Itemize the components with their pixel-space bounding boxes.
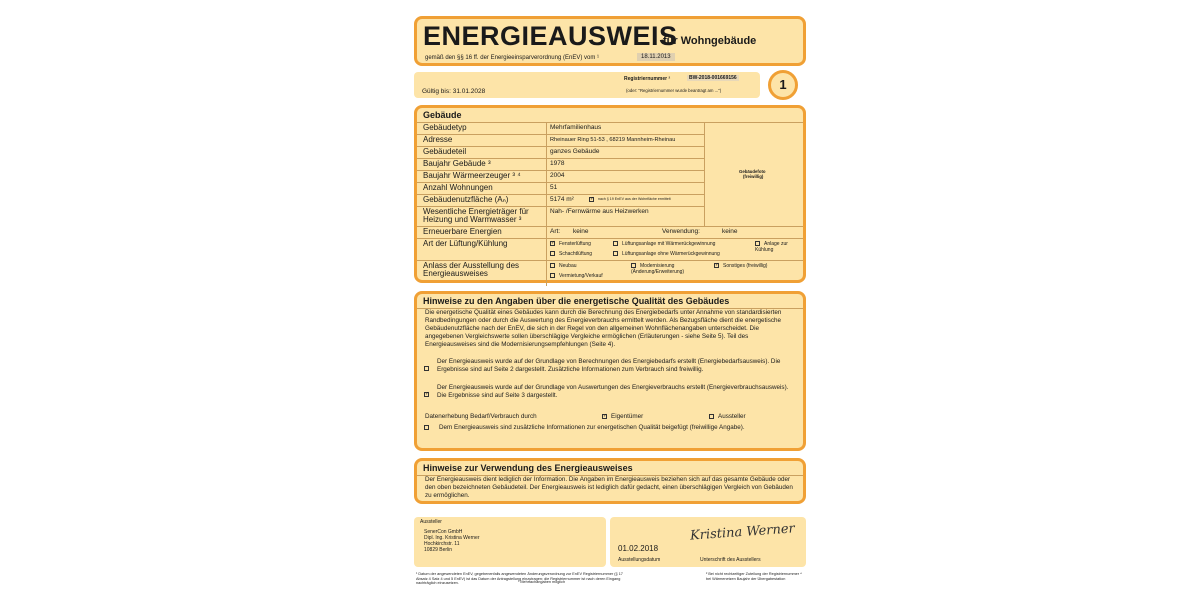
row-value-building-part: ganzes Gebäude (550, 148, 600, 155)
occasion-option-modernisation[interactable]: Modernisierung (Änderung/Erweiterung) (631, 263, 685, 275)
energy-certificate-page (412, 14, 806, 586)
ventilation-option-cooling[interactable]: Anlage zur Kühlung (755, 241, 788, 253)
row-label-usable-area: Gebäudenutzfläche (Aₙ) (423, 195, 509, 204)
additional-info-option[interactable]: Dem Energieausweis sind zusätzliche Informationen zur energetischen Qualität beigefügt (freiwillige Angabe). (424, 424, 745, 432)
occasion-other-checkbox[interactable] (714, 263, 719, 268)
issuer-line-2: Dipl. Ing. Kristina Werner (424, 535, 480, 541)
signature: Kristina Werner (689, 521, 796, 544)
photo-label-optional: (freiwillig) (743, 174, 764, 179)
ventilation-option-heat-recovery[interactable]: Lüftungsanlage mit Wärmerückgewinnung (613, 241, 715, 247)
usable-area-note: ✓ nach § 19 EnEV aus der Wohnfläche ermittelt (589, 196, 671, 202)
row-value-building-type: Mehrfamilienhaus (550, 124, 602, 131)
valid-until: Gültig bis: 31.01.2028 (422, 88, 486, 95)
header-box (414, 16, 806, 66)
ventilation-shaft-checkbox[interactable] (550, 251, 555, 256)
quality-hints-paragraph: Die energetische Qualität eines Gebäudes kann durch die Berechnung des Energiebedarfs unter Annahme von standardisierten Randbedingungen oder durch die Auswertung des Energieverbrauchs ermittelt werden. Als Bezugsfläche dient die energetische Gebäudenutzfläche nach der EnEV, die sich in der Regel von den allgemeinen Wohnflächenangaben unterscheidet. Die angegebenen Vergleichswerte sollen überschlägige Vergleiche ermöglichen (Erläuterungen - siehe Seite 5). Teil des Energieausweises sind die Modernisierungsempfehlungen (Seite 4). (425, 309, 782, 348)
owner-option[interactable]: ✓ Eigentümer (602, 413, 643, 421)
registration-number: BW-2018-001669156 (689, 75, 737, 81)
demand-option-checkbox[interactable] (424, 360, 433, 378)
issuer-option[interactable]: Aussteller (709, 413, 746, 421)
footnotes (416, 572, 804, 586)
footnote-right: ² Bei nicht rechtzeitiger Zuteilung der Registriernummer ⁴ bei Wärmenetzen Baujahr der Übergabestation (706, 572, 802, 581)
renewable-use-value: keine (722, 228, 738, 235)
row-label-building-part: Gebäudeteil (423, 147, 467, 156)
usable-area-checkbox[interactable] (589, 197, 594, 202)
energy-carrier-value: Nah- /Fernwärme aus Heizwerken (550, 208, 649, 215)
usage-hints-title: Hinweise zur Verwendung des Energieausweises (423, 463, 633, 473)
issuer-line-3: Hochkirchstr. 11 (424, 541, 460, 547)
energy-carrier-label-1: Wesentliche Energieträger für (423, 207, 529, 216)
row-label-building-type: Gebäudetyp (423, 123, 467, 132)
certificate-title: ENERGIEAUSWEIS (423, 21, 678, 51)
certificate-subtitle: für Wohngebäude (663, 35, 757, 47)
ventilation-option-window[interactable]: ✓ Fensterlüftung (550, 241, 591, 247)
building-section (414, 105, 806, 283)
row-value-construction-year: 1978 (550, 160, 565, 167)
renewable-label: Erneuerbare Energien (423, 227, 502, 236)
page-number-badge (768, 70, 798, 100)
energy-carrier-label-2: Heizung und Warmwasser ³ (423, 215, 522, 224)
data-collection-label: Datenerhebung Bedarf/Verbrauch durch (425, 413, 537, 420)
building-section-title: Gebäude (423, 110, 462, 120)
issuer-checkbox[interactable] (709, 414, 714, 419)
row-value-usable-area: 5174 m² (550, 196, 574, 203)
row-label-heater-year: Baujahr Wärmeerzeuger ³ ⁴ (423, 171, 521, 180)
occasion-label-1: Anlass der Ausstellung des (423, 261, 520, 270)
consumption-checkbox[interactable] (424, 392, 429, 397)
registration-number-label: Registriernummer ² (624, 76, 671, 82)
registration-box (414, 72, 760, 98)
renewable-use-label: Verwendung: (662, 228, 700, 235)
ventilation-no-recovery-checkbox[interactable] (613, 251, 618, 256)
registration-note: (oder: "Registriernummer wurde beantragt am ...") (626, 88, 722, 93)
ventilation-window-checkbox[interactable] (550, 241, 555, 246)
ventilation-option-shaft[interactable]: Schachtlüftung (550, 251, 592, 257)
regulation-date: 18.11.2013 (637, 53, 675, 61)
usage-hints-section (414, 458, 806, 504)
ventilation-option-no-recovery[interactable]: Lüftungsanlage ohne Wärmerückgewinnung (613, 251, 720, 257)
row-label-address: Adresse (423, 135, 453, 144)
row-value-apartment-count: 51 (550, 184, 558, 191)
occasion-rental-checkbox[interactable] (550, 273, 555, 278)
ventilation-label: Art der Lüftung/Kühlung (423, 239, 508, 248)
issuer-line-4: 10829 Berlin (424, 547, 453, 553)
ventilation-heat-recovery-checkbox[interactable] (613, 241, 618, 246)
quality-hints-section (414, 291, 806, 451)
usage-hints-paragraph: Der Energieausweis dient lediglich der Information. Die Angaben im Energieausweis beziehen sich auf das gesamte Gebäude oder den oben bezeichneten Gebäudeteil. Der Energieausweis ist lediglich dafür gedacht, einen überschlägigen Vergleich von Gebäuden zu ermöglichen. (425, 476, 793, 499)
photo-label: Gebäudefoto (739, 169, 766, 174)
occasion-new-checkbox[interactable] (550, 263, 555, 268)
quality-hints-title: Hinweise zu den Angaben über die energetische Qualität des Gebäudes (423, 296, 730, 306)
issue-date: 01.02.2018 (618, 544, 659, 553)
consumption-option-checkbox[interactable] (424, 386, 433, 404)
issuer-label: Aussteller (420, 519, 442, 525)
signature-label: Unterschrift des Ausstellers (700, 557, 761, 563)
occasion-label-2: Energieausweises (423, 269, 488, 278)
demand-checkbox[interactable] (424, 366, 429, 371)
signature-box (610, 517, 806, 567)
consumption-option-text: Der Energieausweis wurde auf der Grundlage von Auswertungen des Energieverbrauchs erstellt (Energieverbrauchsausweis). Die Ergebnisse sind auf Seite 3 dargestellt. (437, 384, 789, 399)
renewable-art-value: keine (573, 228, 589, 235)
occasion-option-other[interactable]: ✓Sonstiges (freiwillig) (714, 263, 767, 269)
footnote-left: ¹ Datum der angewendeten EnEV, gegebenenfalls angewendeten Änderungsverordnung zur EnEV Registriernummer (§ 17 Absatz 4 Satz 4 und 5 EnEV) ist das Datum der Antragstellung einzutragen; die Registriernummer ist nach deren Eingang nachträglich einzusetzen. (416, 572, 623, 586)
occasion-modernisation-checkbox[interactable] (631, 263, 636, 268)
renewable-art-label: Art: (550, 228, 561, 235)
owner-checkbox[interactable] (602, 414, 607, 419)
row-value-heater-year: 2004 (550, 172, 565, 179)
row-label-apartment-count: Anzahl Wohnungen (423, 183, 493, 192)
ventilation-cooling-checkbox[interactable] (755, 241, 760, 246)
occasion-option-rental[interactable]: Vermietung/Verkauf (550, 273, 603, 279)
issuer-box (414, 517, 606, 567)
row-label-construction-year: Baujahr Gebäude ³ (423, 159, 491, 168)
building-photo-placeholder (705, 123, 803, 226)
row-value-address: Rheinauer Ring 51-53 , 68219 Mannheim-Rheinau (550, 137, 676, 143)
demand-option-text: Der Energieausweis wurde auf der Grundlage von Berechnungen des Energiebedarfs erstellt (Energiebedarfsausweis). Die Ergebnisse sind auf Seite 2 dargestellt. Zusätzliche Informationen zum Verbrauch sind freiwillig. (437, 358, 781, 373)
occasion-option-new[interactable]: Neubau (550, 263, 577, 269)
footnote-mid: ³ Mehrfachangaben möglich (518, 580, 566, 584)
regulation-text: gemäß den §§ 16 ff. der Energieeinsparverordnung (EnEV) vom ¹ (425, 55, 599, 61)
additional-info-checkbox[interactable] (424, 425, 429, 430)
issuer-line-1: SenerCon GmbH (424, 529, 463, 535)
page-number: 1 (779, 77, 787, 92)
issue-date-label: Ausstellungsdatum (618, 557, 661, 563)
